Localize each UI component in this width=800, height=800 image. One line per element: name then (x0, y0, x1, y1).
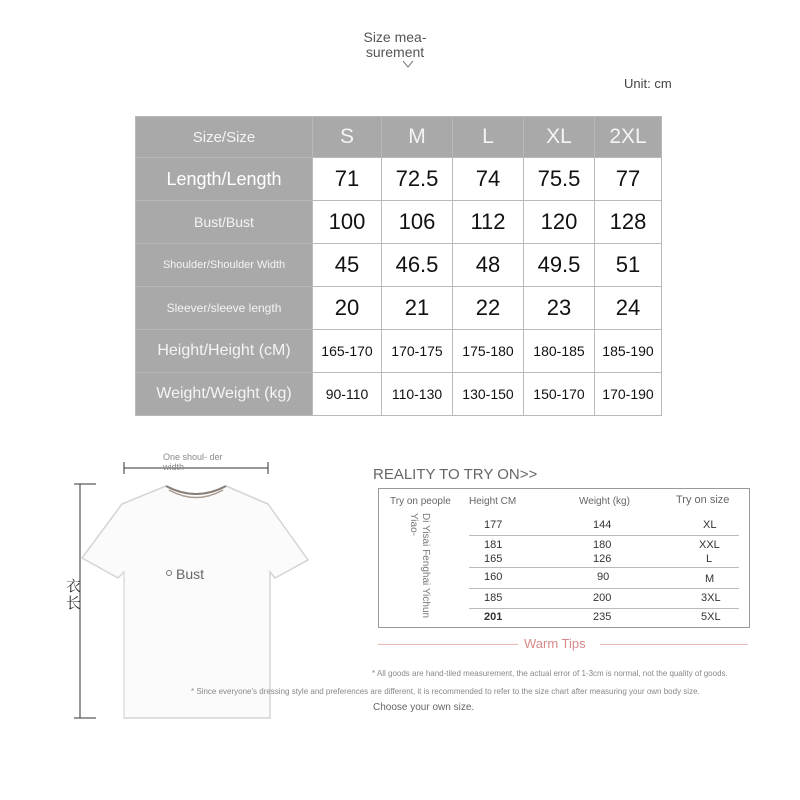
table-cell: 21 (382, 287, 453, 330)
table-cell: 77 (595, 158, 662, 201)
table-cell: 48 (453, 244, 524, 287)
table-cell: 165 (484, 553, 503, 565)
tshirt-diagram (70, 448, 320, 728)
table-cell: 185 (484, 592, 503, 604)
row-divider (469, 608, 739, 609)
table-cell: XL (703, 519, 717, 531)
table-cell: 71 (313, 158, 382, 201)
table-cell: 235 (593, 611, 612, 623)
warm-tips-title: Warm Tips (524, 636, 586, 651)
table-cell: 24 (595, 287, 662, 330)
tshirt-shape (82, 486, 308, 718)
column-header: Try on people (390, 496, 451, 507)
table-cell: 128 (595, 201, 662, 244)
size-table (135, 116, 662, 416)
row-divider (469, 567, 739, 568)
table-cell: 170-190 (595, 373, 662, 416)
table-row (136, 330, 662, 373)
table-row (136, 201, 662, 244)
page-title: Size mea- surement (363, 29, 427, 60)
bust-label: Bust (176, 566, 205, 582)
table-cell: 200 (593, 592, 612, 604)
column-header: Try on size (676, 494, 730, 506)
table-cell: 150-170 (524, 373, 595, 416)
table-row (136, 373, 662, 416)
table-cell: 144 (593, 519, 612, 531)
table-cell: 75.5 (524, 158, 595, 201)
table-cell: XXL (699, 539, 720, 551)
table-cell: 120 (524, 201, 595, 244)
table-cell: L (706, 553, 713, 565)
table-cell: 185-190 (595, 330, 662, 373)
shoulder-label: One shoul- der width (163, 452, 223, 472)
table-cell: 130-150 (453, 373, 524, 416)
table-cell: 49.5 (524, 244, 595, 287)
table-cell: 170-175 (382, 330, 453, 373)
size-header: L (453, 117, 524, 158)
table-cell: 180-185 (524, 330, 595, 373)
table-cell: 20 (313, 287, 382, 330)
tryon-title: REALITY TO TRY ON>> (373, 466, 538, 483)
table-header-label: Size/Size (136, 117, 313, 158)
table-cell: 23 (524, 287, 595, 330)
tryon-table (378, 488, 750, 628)
table-cell: 90-110 (313, 373, 382, 416)
note-text: Choose your own size. (373, 702, 475, 713)
table-cell: 160 (484, 571, 503, 583)
row-label: Height/Height (cM) (136, 330, 313, 373)
tryon-people-names: Di Yisai Fenghai Yichun Yiao- (408, 513, 431, 619)
table-cell: 45 (313, 244, 382, 287)
table-cell: 46.5 (382, 244, 453, 287)
column-header: Height CM (469, 496, 517, 507)
row-label: Bust/Bust (136, 201, 313, 244)
note-text: * Since everyone's dressing style and preferences are different, it is recommended to refer to the size chart after measuring your own body size. (191, 687, 700, 696)
table-cell: 165-170 (313, 330, 382, 373)
table-cell: 175-180 (453, 330, 524, 373)
table-cell: 180 (593, 539, 612, 551)
divider (600, 644, 748, 645)
size-header: S (313, 117, 382, 158)
row-label: Length/Length (136, 158, 313, 201)
table-cell: 90 (597, 571, 610, 583)
note-text: * All goods are hand-tiled measurement, the actual error of 1-3cm is normal, not the quality of goods. (372, 669, 728, 678)
table-cell: 126 (593, 553, 612, 565)
divider (378, 644, 518, 645)
size-header: M (382, 117, 453, 158)
table-cell: 72.5 (382, 158, 453, 201)
table-cell: 5XL (701, 611, 721, 623)
table-header-row (136, 117, 662, 158)
table-cell: M (705, 573, 715, 585)
table-cell: 110-130 (382, 373, 453, 416)
row-divider (469, 535, 739, 536)
table-cell: 100 (313, 201, 382, 244)
table-row (136, 287, 662, 330)
row-divider (469, 588, 739, 589)
chevron-down-icon (402, 60, 414, 68)
table-cell: 181 (484, 539, 503, 551)
table-cell: 74 (453, 158, 524, 201)
table-cell: 51 (595, 244, 662, 287)
table-cell: 177 (484, 519, 503, 531)
row-label: Shoulder/Shoulder Width (136, 244, 313, 287)
table-cell: 3XL (701, 592, 721, 604)
table-cell: 201 (484, 611, 503, 623)
table-row (136, 158, 662, 201)
table-cell: 22 (453, 287, 524, 330)
table-row (136, 244, 662, 287)
row-label: Sleever/sleeve length (136, 287, 313, 330)
size-header: 2XL (595, 117, 662, 158)
size-header: XL (524, 117, 595, 158)
table-cell: 106 (382, 201, 453, 244)
row-label: Weight/Weight (kg) (136, 373, 313, 416)
unit-label: Unit: cm (624, 76, 672, 91)
length-label: 衣长 (66, 578, 82, 612)
table-cell: 112 (453, 201, 524, 244)
column-header: Weight (kg) (579, 496, 630, 507)
